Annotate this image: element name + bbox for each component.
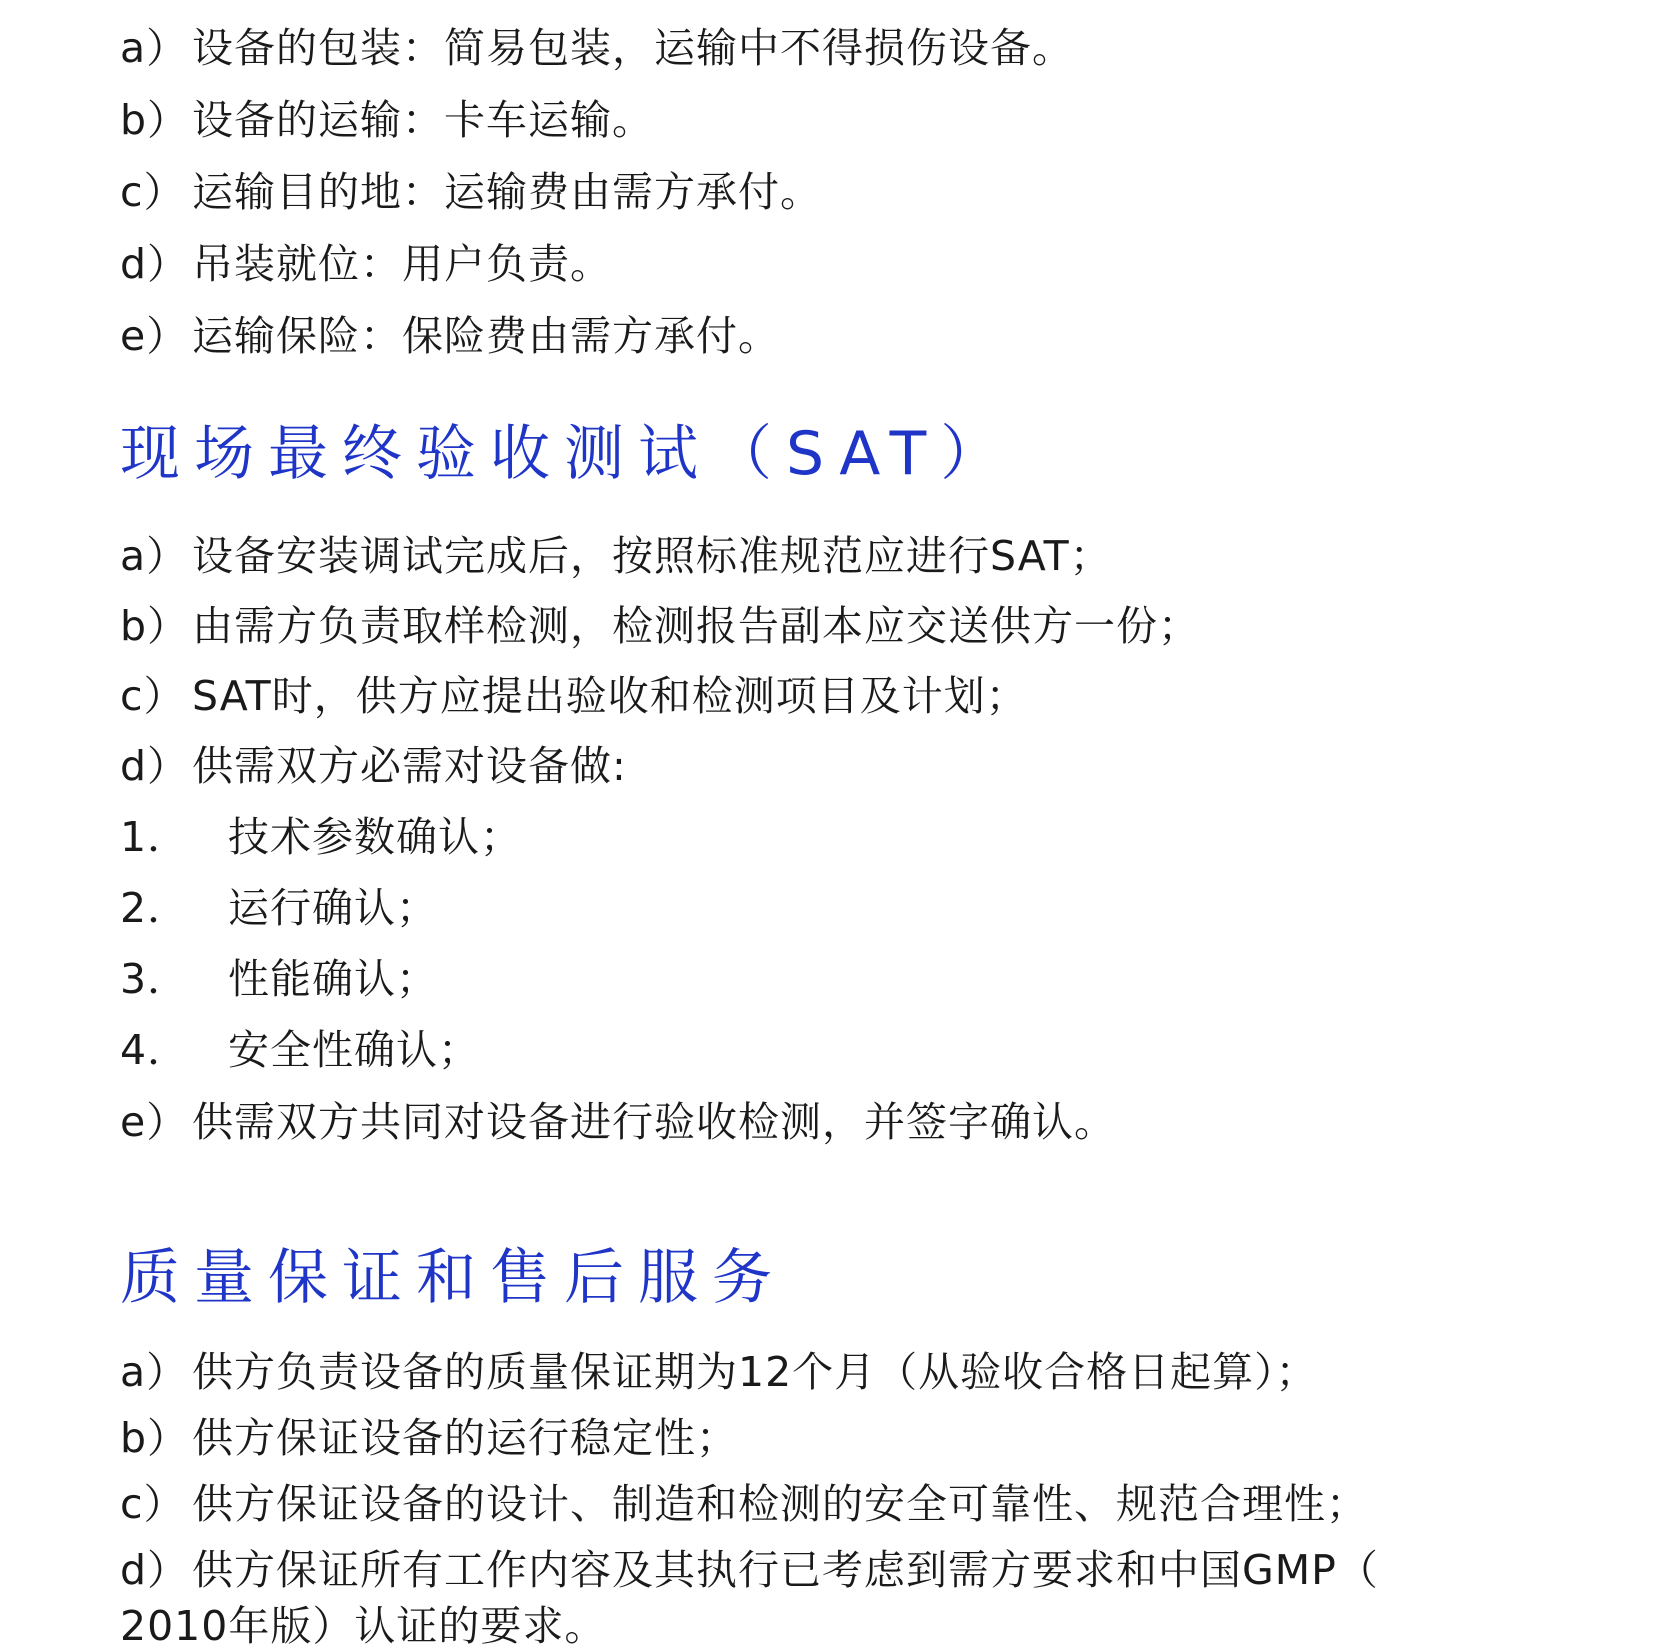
list-text: SAT时，供方应提出验收和检测项目及计划； [192, 672, 1028, 720]
list-text: 供方保证所有工作内容及其执行已考虑到需方要求和中国GMP（ [192, 1546, 1379, 1594]
list-item [120, 1096, 1116, 1148]
list-item [120, 740, 627, 792]
list-item [120, 238, 612, 290]
numbered-item [120, 953, 438, 1005]
section-heading-quality: 质量保证和售后服务 [120, 1243, 786, 1313]
number-marker: 3． [120, 955, 190, 1003]
numbered-item [120, 811, 522, 863]
number-marker: 2． [120, 884, 190, 932]
list-text: 设备的包装：简易包装，运输中不得损伤设备。 [192, 24, 1074, 72]
numbered-text: 安全性确认； [228, 1026, 480, 1074]
list-marker: e） [120, 1098, 189, 1146]
list-marker: d） [120, 1546, 190, 1594]
list-item [120, 94, 654, 146]
list-marker: a） [120, 1348, 189, 1396]
list-text: 由需方负责取样检测，检测报告副本应交送供方一份； [192, 602, 1200, 650]
list-item [120, 166, 822, 218]
list-text: 供需双方共同对设备进行验收检测，并签字确认。 [192, 1098, 1116, 1146]
number-marker: 1． [120, 813, 190, 861]
list-text: 运输目的地：运输费由需方承付。 [192, 168, 822, 216]
list-marker: a） [120, 532, 189, 580]
list-marker: b） [120, 1414, 190, 1462]
list-text: 设备的运输：卡车运输。 [192, 96, 654, 144]
number-marker: 4． [120, 1026, 190, 1074]
list-item [120, 530, 1112, 582]
list-item [120, 1346, 1318, 1398]
numbered-text: 技术参数确认； [228, 813, 522, 861]
list-marker: c） [120, 168, 186, 216]
list-item [120, 1412, 738, 1464]
numbered-item [120, 882, 438, 934]
list-text: 供需双方必需对设备做: [192, 742, 627, 790]
list-text: 供方保证设备的设计、制造和检测的安全可靠性、规范合理性； [192, 1480, 1368, 1528]
list-marker: b） [120, 96, 190, 144]
list-marker: d） [120, 742, 190, 790]
list-text: 吊装就位：用户负责。 [192, 240, 612, 288]
list-item [120, 1544, 1379, 1596]
numbered-text: 运行确认； [228, 884, 438, 932]
list-item [120, 310, 780, 362]
list-item [120, 22, 1074, 74]
list-item [120, 670, 1028, 722]
section-heading-sat: 现场最终验收测试（SAT） [120, 419, 1015, 489]
list-text: 设备安装调试完成后，按照标准规范应进行SAT； [192, 532, 1112, 580]
numbered-item [120, 1024, 480, 1076]
list-marker: c） [120, 1480, 186, 1528]
list-text: 供方负责设备的质量保证期为12个月（从验收合格日起算）； [192, 1348, 1318, 1396]
list-marker: a） [120, 24, 189, 72]
list-marker: b） [120, 602, 190, 650]
list-marker: c） [120, 672, 186, 720]
list-item [120, 1478, 1368, 1530]
list-marker: e） [120, 312, 189, 360]
list-text: 运输保险：保险费由需方承付。 [192, 312, 780, 360]
list-item-continuation: 2010年版）认证的要求。 [120, 1602, 607, 1650]
list-marker: d） [120, 240, 190, 288]
numbered-text: 性能确认； [228, 955, 438, 1003]
list-text: 供方保证设备的运行稳定性； [192, 1414, 738, 1462]
list-item [120, 600, 1200, 652]
